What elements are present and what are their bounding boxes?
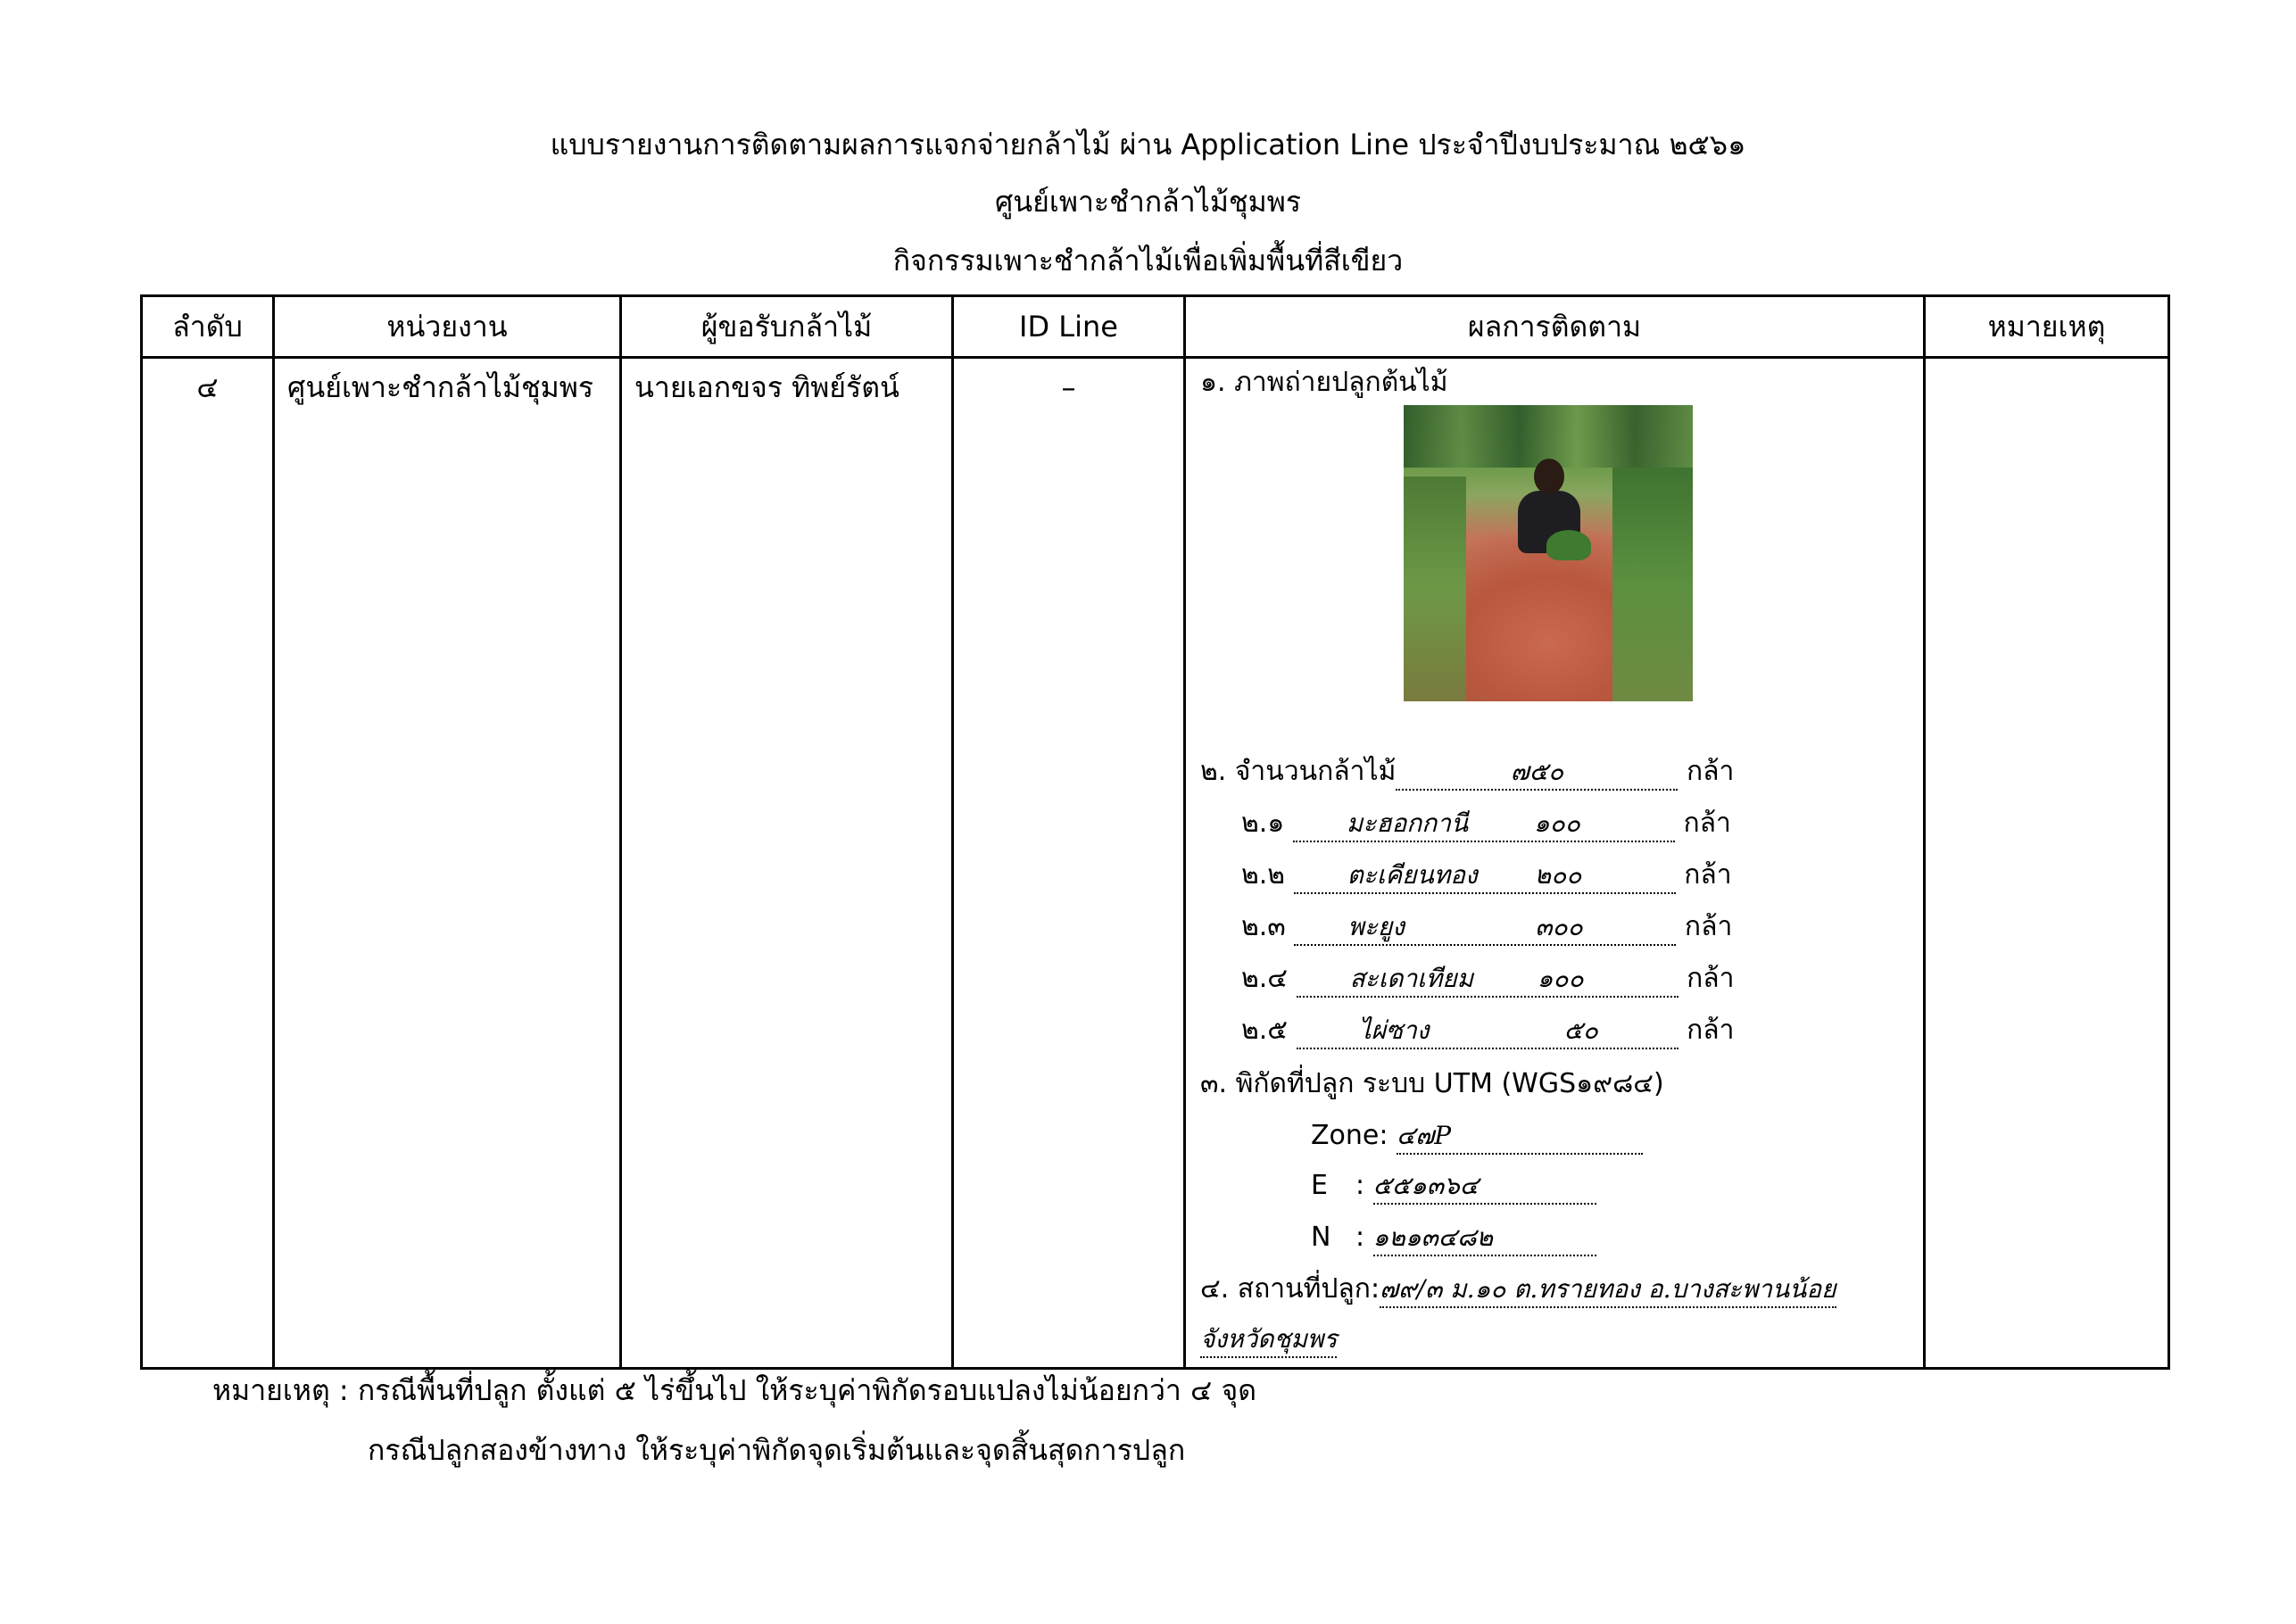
planting-location-label: ๔. สถานที่ปลูก: [1200,1273,1380,1305]
species-unit: กล้า [1687,963,1735,994]
species-index: ๒.๒ [1241,859,1286,891]
cell-recipient [621,358,953,1369]
seedling-count-unit: กล้า [1686,756,1735,787]
species-line [1241,807,1731,842]
zone-value: ๔๗P [1397,1119,1643,1155]
northing-label: N [1311,1222,1331,1253]
cell-result [1185,358,1925,1369]
species-entry [1297,962,1678,998]
planting-province-line [1200,1322,1337,1358]
photo-grass-right [1612,468,1693,701]
species-name: พะยูง [1347,912,1405,941]
photo-person-head [1534,459,1564,494]
unit-name: ศูนย์เพาะชำกล้าไม้ชุมพร [287,370,594,404]
cell-note [1925,358,2169,1369]
coordinate-heading: ๓. พิกัดที่ปลูก ระบบ UTM (WGS๑๙๘๔) [1200,1068,1664,1099]
species-qty: ๒๐๐ [1534,860,1582,890]
species-entry [1294,858,1676,894]
species-entry [1294,910,1676,946]
seedling-count-line [1200,755,1734,791]
easting-colon: : [1355,1170,1365,1201]
species-qty: ๑๐๐ [1537,964,1584,993]
zone-label: Zone: [1311,1120,1388,1151]
seedling-count-value: ๗๕๐ [1396,755,1678,791]
cell-unit [274,358,621,1369]
planting-location-line [1200,1272,1836,1308]
northing-line [1311,1221,1596,1256]
species-name: มะฮอกกานี [1346,808,1469,838]
table-header-row [142,296,2169,358]
cell-id-line [953,358,1185,1369]
northing-value: ๑๒๑๓๔๘๒ [1373,1221,1596,1256]
northing-colon: : [1355,1222,1365,1253]
center-name: ศูนย์เพาะชำกล้าไม้ชุมพร [994,185,1302,219]
recipient-name: นายเอกขจร ทิพย์รัตน์ [634,370,899,404]
footnote-line-2: กรณีปลูกสองข้างทาง ให้ระบุค่าพิกัดจุดเริ่มต้นและจุดสิ้นสุดการปลูก [368,1433,1186,1467]
report-table [140,294,2170,1370]
cell-no [142,358,274,1369]
zone-line [1311,1119,1643,1155]
table-row [142,358,2169,1369]
species-line [1241,1014,1735,1049]
species-index: ๒.๔ [1241,963,1289,994]
species-name: ตะเคียนทอง [1347,860,1478,890]
species-index: ๒.๓ [1241,911,1286,942]
photo-heading: ๑. ภาพถ่ายปลูกต้นไม้ [1200,367,1448,398]
easting-label: E [1311,1170,1328,1201]
species-entry [1293,807,1675,842]
footnote-line-1: หมายเหตุ : กรณีพื้นที่ปลูก ตั้งแต่ ๕ ไร่ขึ้นไป ให้ระบุค่าพิกัดรอบแปลงไม่น้อยกว่า ๔ จุด [212,1373,1256,1407]
col-header-unit: หน่วยงาน [274,296,621,358]
col-header-no: ลำดับ [142,296,274,358]
result-block [1186,359,1923,1367]
species-name: สะเดาเทียม [1349,964,1474,993]
species-line [1241,962,1735,998]
species-qty: ๑๐๐ [1533,808,1580,838]
species-unit: กล้า [1687,1015,1735,1046]
report-title: แบบรายงานการติดตามผลการแจกจ่ายกล้าไม้ ผ่าน Application Line ประจำปีงบประมาณ ๒๕๖๑ [550,128,1746,162]
species-line [1241,910,1732,946]
col-header-recipient: ผู้ขอรับกล้าไม้ [621,296,953,358]
col-header-id-line: ID Line [953,296,1185,358]
species-qty: ๕๐ [1563,1015,1598,1045]
seedling-count-label: ๒. จำนวนกล้าไม้ [1200,756,1397,787]
col-header-result: ผลการติดตาม [1185,296,1925,358]
species-unit: กล้า [1684,859,1732,891]
species-unit: กล้า [1683,808,1731,839]
note-value [1926,359,2168,380]
activity-name: กิจกรรมเพาะชำกล้าไม้เพื่อเพิ่มพื้นที่สีเขียว [892,244,1404,278]
photo-grass-left [1404,476,1466,701]
planting-province: จังหวัดชุมพร [1200,1322,1337,1358]
photo-seedling [1546,530,1591,560]
species-entry [1297,1014,1678,1049]
species-index: ๒.๕ [1241,1015,1289,1046]
planting-photo [1404,405,1693,701]
species-index: ๒.๑ [1241,808,1285,839]
species-name: ไผ่ซาง [1358,1015,1430,1045]
easting-line [1311,1169,1596,1205]
species-qty: ๓๐๐ [1535,912,1583,941]
species-line [1241,858,1732,894]
planting-location-value: ๗๙/๓ ม.๑๐ ต.ทรายทอง อ.บางสะพานน้อย [1380,1272,1836,1308]
easting-value: ๕๕๑๓๖๔ [1373,1169,1596,1205]
species-unit: กล้า [1684,911,1733,942]
id-line-value: – [1061,370,1076,404]
col-header-note: หมายเหตุ [1925,296,2169,358]
row-number: ๔ [196,370,219,404]
